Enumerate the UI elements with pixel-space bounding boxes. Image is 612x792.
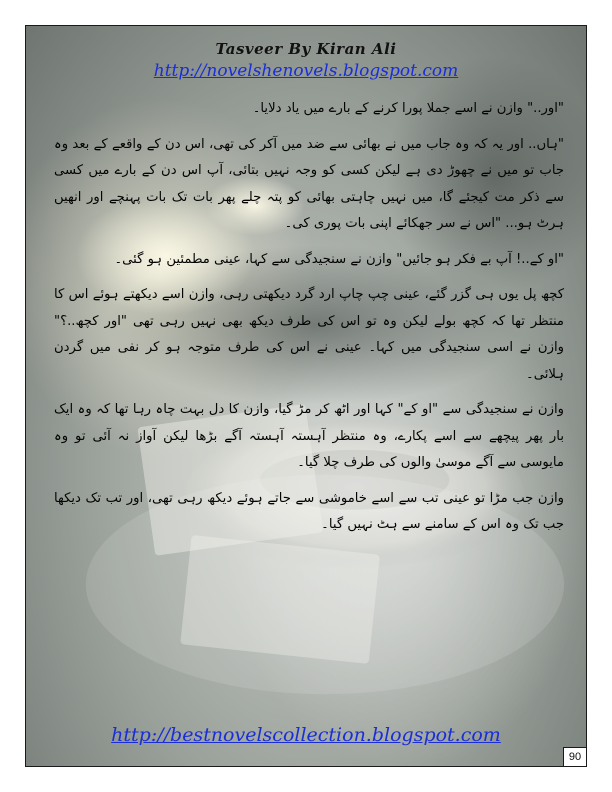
story-text	[54, 96, 564, 548]
paragraph: وازن نے سنجیدگی سے "او کے" کہا اور اٹھ کر مڑ گیا، وازن کا دل بہت چاہ رہا تھا کہ وہ ایک بار پھر پیچھے سے اسے پکارے، وہ منتظر آہستہ آہستہ آگے بڑھا لیکن آواز نہ آئی تو وہ مایوسی سے آگے موسیٰ والوں کی طرف چلا گیا۔	[54, 402, 564, 470]
page-frame	[25, 25, 587, 767]
header-blog-link[interactable]: http://novelshenovels.blogspot.com	[153, 61, 459, 81]
page-header	[26, 40, 586, 81]
paragraph: کچھ پل یوں ہی گزر گئے، عینی چپ چاپ ارد گرد دیکھتی رہی، وازن اسے دیکھتے ہوئے اس کا منتظر تھا کہ کچھ بولے لیکن وہ تو اس کی طرف دیکھ بھی نہیں رہی تھی "اور کچھ..؟" وازن نے اسی سنجیدگی میں کہا۔ عینی نے اس کی طرف متوجہ ہو کر نفی میں گردن ہلائی۔	[54, 287, 564, 382]
paragraph: "اور.." وازن نے اسے جملا پورا کرنے کے بارے میں یاد دلایا۔	[252, 101, 564, 116]
page-number: 90	[563, 747, 586, 766]
footer-blog-link[interactable]: http://bestnovelscollection.blogspot.com	[111, 724, 501, 746]
paragraph: "او کے..! آپ بے فکر ہو جائیں" وازن نے سنجیدگی سے کہا، عینی مطمئین ہو گئی۔	[114, 251, 564, 267]
book-title: Tasveer By Kiran Ali	[215, 40, 397, 58]
paragraph: "ہاں.. اور یہ کہ وہ جاب میں نے بھائی سے ضد میں آکر کی تھی، اس دن کے واقعے کے بعد وہ جاب تو میں نے چھوڑ دی ہے لیکن کسی کو وجہ نہیں بتائی، آپ اس دن کے بارے میں کسی سے ذکر مت کیجئے گا، میں نہیں چاہتی بھائی کو پتہ چلے پھر بات تک بات پہنچے اور انھیں ہرٹ ہو... "اس نے سر جھکائے اپنی بات پوری کی۔	[54, 136, 564, 231]
paragraph: وازن جب مڑا تو عینی تب سے اسے خاموشی سے جاتے ہوئے دیکھ رہی تھی، اور تب تک دیکھا جب تک وہ اس کے سامنے سے ہٹ نہیں گیا۔	[54, 490, 564, 532]
